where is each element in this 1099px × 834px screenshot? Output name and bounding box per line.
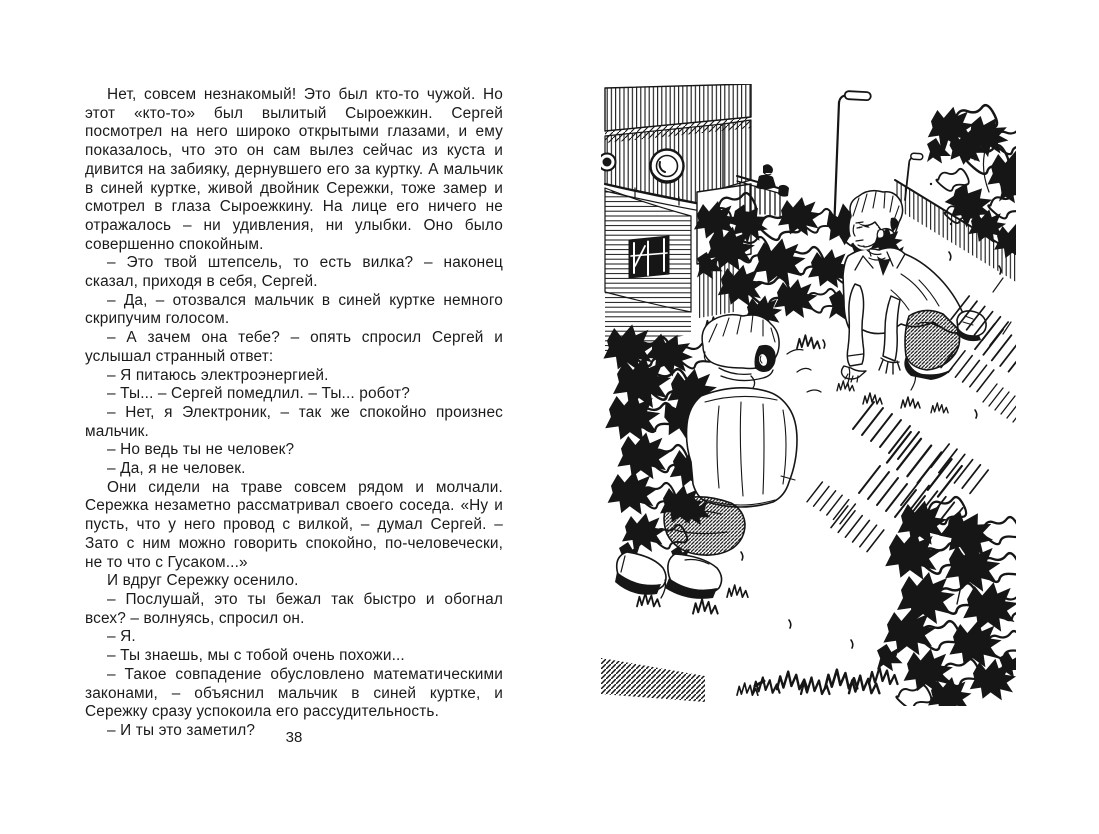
illustration-svg <box>601 84 1016 706</box>
paragraph: Нет, совсем незнакомый! Это был кто-то чужой. Но этот «кто-то» был вылитый Сыроежкин. Сергей посмотрел на него широко открытыми глазами, и ему показалось, что это он сам вылез сейчас из куста и дивится на забияку, дернувшего его за куртку. А мальчик в синей куртке, живой двойник Сережки, тоже замер и смотрел в глаза Сыроежкину. На лице его ничего не отражалось – ни удивления, ни улыбки. Оно было совершенно спокойным. <box>85 86 503 253</box>
hand <box>842 366 867 379</box>
ear <box>877 230 884 239</box>
page-number: 38 <box>285 729 303 746</box>
illustration <box>601 84 1016 706</box>
paragraph: – Но ведь ты не человек? <box>107 441 295 459</box>
paragraph: – Я. <box>107 628 136 646</box>
paragraph: – Ты знаешь, мы с тобой очень похожи... <box>107 647 405 665</box>
paragraph: – Да, – отозвался мальчик в синей куртке немного скрипучим голосом. <box>85 291 503 328</box>
paragraph: – Это твой штепсель, то есть вилка? – наконец сказал, приходя в себя, Сергей. <box>85 254 503 291</box>
porthole-window <box>651 150 684 183</box>
paragraph: И вдруг Сережку осенило. <box>107 572 299 590</box>
paragraph: Они сидели на траве совсем рядом и молчали. Сережка незаметно рассматривал своего соседа. «Ну и пусть, что у него провод с вилкой, – думал Сергей. – Зато с ним можно говорить спокойно, по-человечески, не то что с Гусаком...» <box>85 478 503 571</box>
paragraph: – Я питаюсь электроэнергией. <box>107 366 329 384</box>
paragraph: – И ты это заметил? <box>107 721 256 739</box>
paragraph: – А зачем она тебе? – опять спросил Сергей и услышал странный ответ: <box>85 329 503 365</box>
paragraph: – Ты... – Сергей помедлил. – Ты... робот? <box>107 385 410 403</box>
jacket <box>687 388 798 507</box>
shorts <box>664 497 745 555</box>
paragraph: – Нет, я Электроник, – так же спокойно произнес мальчик. <box>85 403 503 440</box>
text-column <box>85 86 503 741</box>
paragraph: – Да, я не человек. <box>107 460 246 478</box>
paragraph: – Послушай, это ты бежал так быстро и обогнал всех? – волнуясь, спросил он. <box>85 590 503 627</box>
paragraph: – Такое совпадение обусловлено математическими законами, – объяснил мальчик в синей куртке, и Сережку сразу успокоила его рассудительность. <box>85 665 503 721</box>
